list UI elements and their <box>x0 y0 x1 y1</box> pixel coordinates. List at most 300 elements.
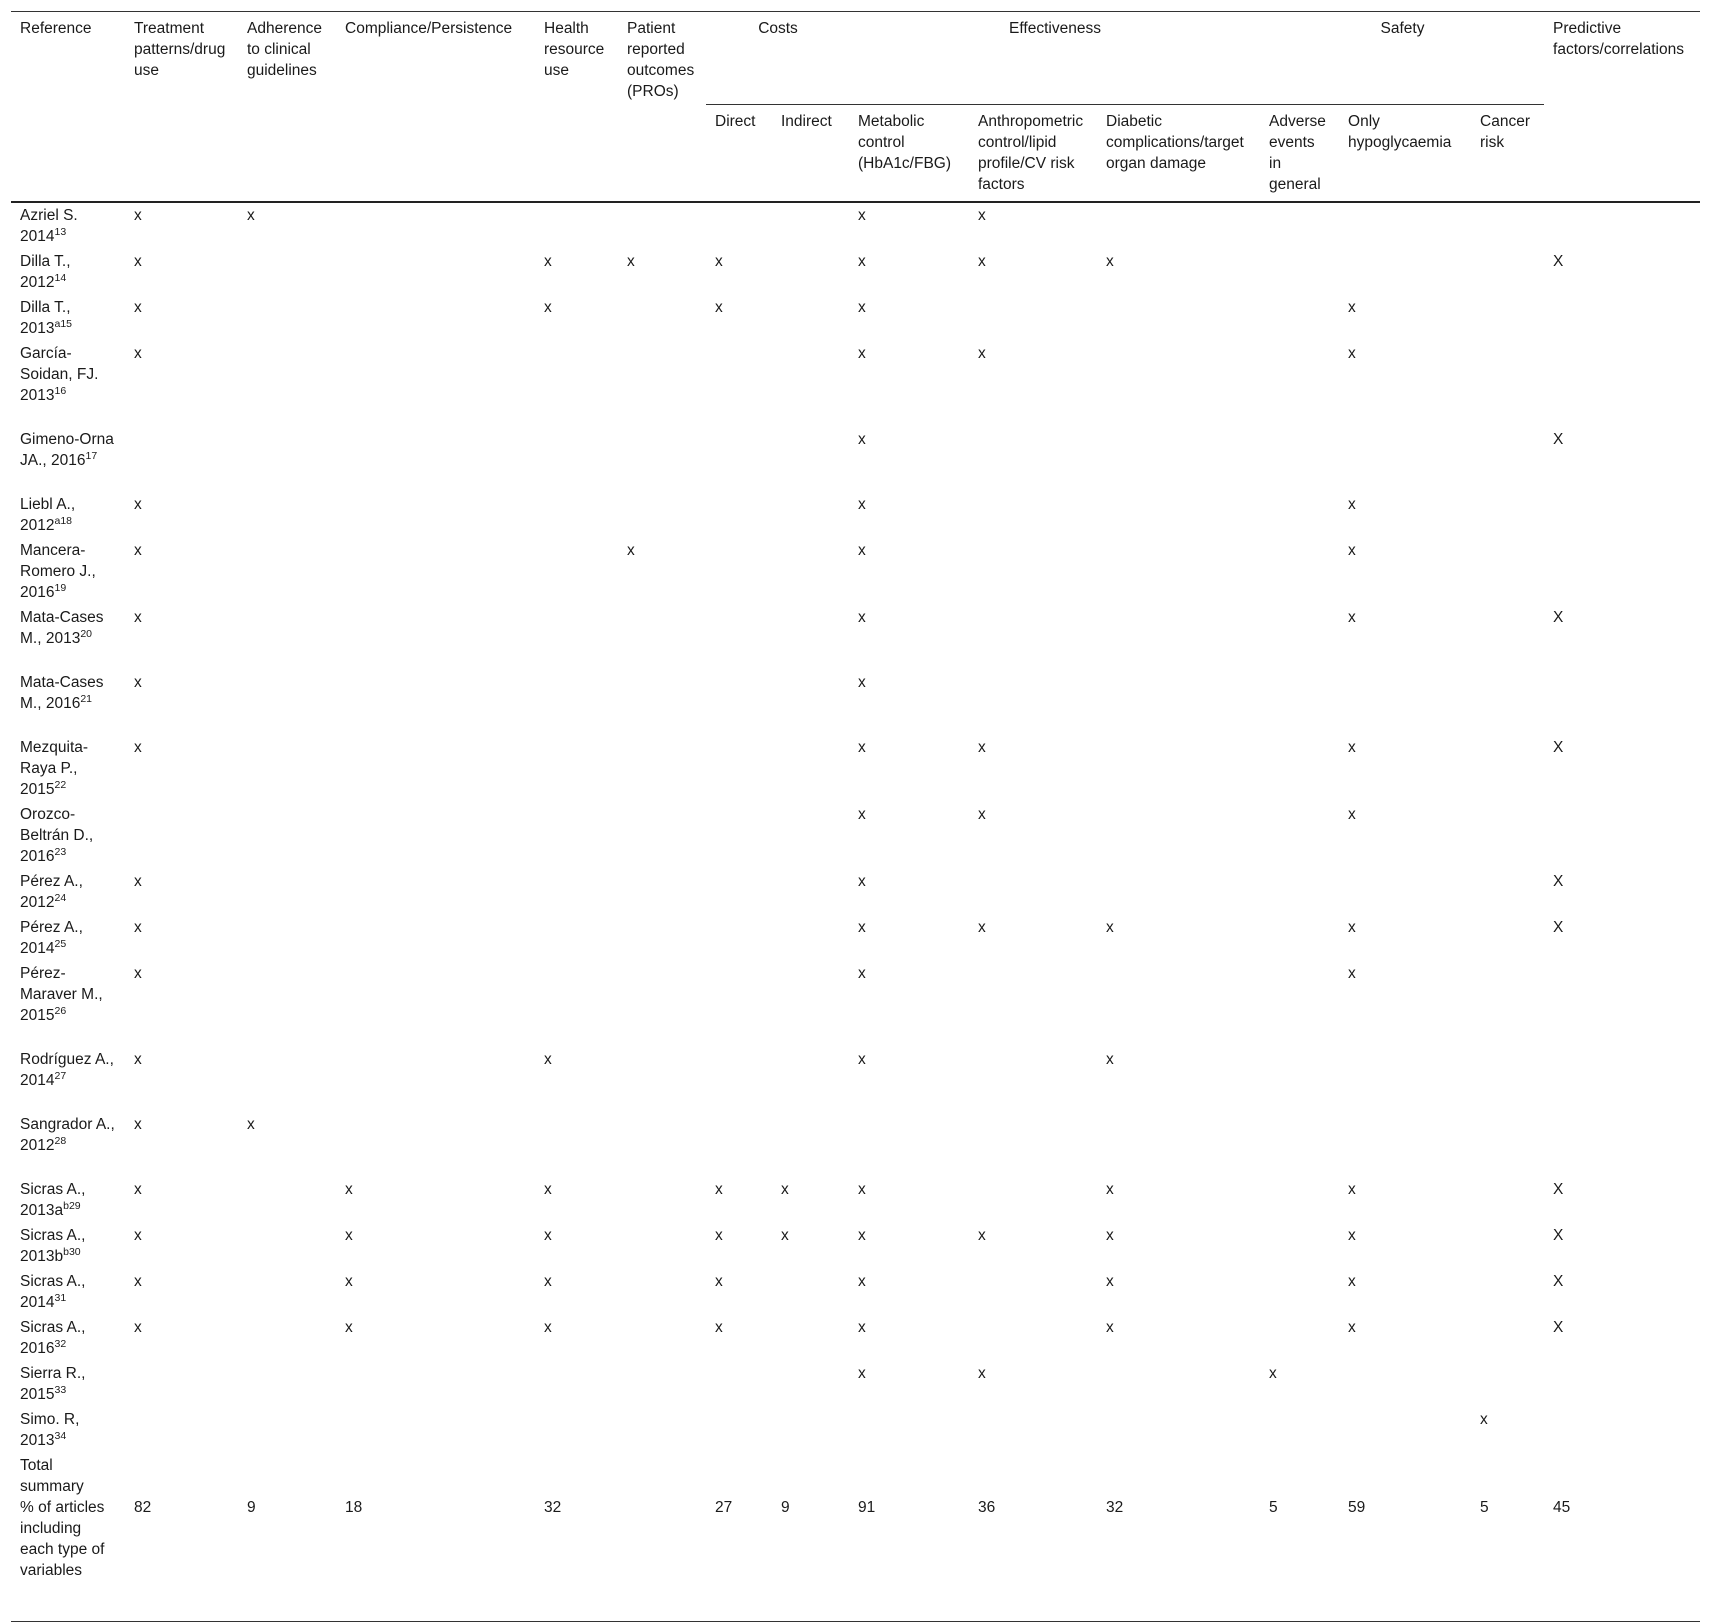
cell-indirect <box>772 1315 849 1361</box>
table-row <box>11 202 1700 249</box>
cell-adherence <box>238 802 336 869</box>
reference-text: Liebl A., 2012 <box>20 496 76 534</box>
cell-diabetic <box>1097 961 1260 1047</box>
cell-cancer <box>1471 538 1544 605</box>
cell-diabetic <box>1097 802 1260 869</box>
reference-citation: 14 <box>54 271 67 284</box>
cell-diabetic <box>1097 605 1260 670</box>
cell-predictive <box>1544 802 1700 869</box>
cell-indirect <box>772 670 849 735</box>
cell-anthropometric <box>969 1177 1097 1223</box>
cell-compliance <box>336 605 535 670</box>
cell-indirect <box>772 735 849 802</box>
cell-anthropometric: x <box>978 207 986 224</box>
table-row <box>11 1223 1700 1269</box>
reference-citation: 31 <box>54 1291 67 1304</box>
table-row <box>11 1407 1700 1453</box>
cell-adverse <box>1260 538 1339 605</box>
cell-adverse <box>1260 1315 1339 1361</box>
cell-predictive <box>1544 295 1700 341</box>
cell-predictive: X <box>1553 1273 1564 1290</box>
cell-health-resource <box>535 492 618 538</box>
table-row <box>11 605 1700 670</box>
cell-metabolic: x <box>858 1227 866 1244</box>
cell-cancer <box>1471 1112 1544 1177</box>
cell-predictive <box>1544 961 1700 1047</box>
reference-citation: 17 <box>85 449 98 462</box>
cell-predictive <box>1544 670 1700 735</box>
table-row <box>11 915 1700 961</box>
reference-citation: 34 <box>54 1429 67 1442</box>
cell-metabolic: x <box>858 919 866 936</box>
cell-adverse <box>1260 249 1339 295</box>
cell-anthropometric <box>969 1047 1097 1112</box>
cell-metabolic <box>849 1407 969 1453</box>
reference-text: Mezquita-Raya P., 2015 <box>20 739 89 798</box>
cell-indirect <box>772 1047 849 1112</box>
reference-citation: 28 <box>54 1134 67 1147</box>
cell-treatment: x <box>134 609 142 626</box>
cell-compliance <box>336 1407 535 1453</box>
reference-citation: b30 <box>63 1245 81 1258</box>
cell-adherence <box>238 605 336 670</box>
cell-compliance <box>336 538 535 605</box>
cell-diabetic <box>1097 202 1260 249</box>
cell-direct <box>706 202 772 249</box>
cell-hypoglycaemia: x <box>1348 299 1356 316</box>
cell-hypoglycaemia: x <box>1348 1319 1356 1336</box>
reference-cell <box>11 869 125 915</box>
cell-indirect <box>772 869 849 915</box>
cell-compliance <box>336 341 535 427</box>
table-row <box>11 1177 1700 1223</box>
reference-cell <box>11 538 125 605</box>
cell-indirect <box>772 802 849 869</box>
cell-cancer <box>1471 295 1544 341</box>
table-row <box>11 1269 1700 1315</box>
cell-metabolic: x <box>858 1051 866 1068</box>
cell-diabetic: x <box>1106 1319 1114 1336</box>
cell-adherence <box>238 869 336 915</box>
cell-treatment: x <box>134 1227 142 1244</box>
cell-anthropometric: x <box>978 253 986 270</box>
cell-metabolic: x <box>858 1365 866 1382</box>
cell-anthropometric <box>969 427 1097 492</box>
cell-compliance <box>336 202 535 249</box>
cell-indirect <box>772 1361 849 1407</box>
reference-cell <box>11 202 125 249</box>
cell-diabetic: x <box>1106 1227 1114 1244</box>
cell-pros <box>618 341 706 427</box>
cell-indirect <box>772 341 849 427</box>
cell-direct <box>706 802 772 869</box>
cell-adherence <box>238 670 336 735</box>
cell-treatment: x <box>134 1051 142 1068</box>
cell-compliance: x <box>345 1319 353 1336</box>
cell-predictive <box>1544 1361 1700 1407</box>
cell-cancer <box>1471 341 1544 427</box>
cell-indirect <box>772 1407 849 1453</box>
cell-compliance <box>336 249 535 295</box>
cell-indirect <box>772 605 849 670</box>
cell-direct <box>706 427 772 492</box>
cell-hypoglycaemia <box>1339 1112 1471 1177</box>
cell-adverse <box>1260 1269 1339 1315</box>
header-diabetic: Diabetic complications/target organ damage <box>1097 105 1260 203</box>
cell-predictive <box>1544 1407 1700 1453</box>
cell-pros <box>618 1361 706 1407</box>
cell-predictive: X <box>1553 253 1564 270</box>
cell-treatment: x <box>134 1273 142 1290</box>
reference-text: Sicras A., 2014 <box>20 1273 86 1311</box>
studies-variables-table <box>11 11 1700 1622</box>
cell-cancer <box>1471 1361 1544 1407</box>
table-row <box>11 249 1700 295</box>
cell-adverse <box>1260 735 1339 802</box>
reference-text: Dilla T., 2012 <box>20 253 71 291</box>
cell-cancer <box>1471 1047 1544 1112</box>
cell-hypoglycaemia: x <box>1348 919 1356 936</box>
reference-cell <box>11 1047 125 1112</box>
summary-label-cell <box>11 1453 125 1621</box>
summary-predictive: 45 <box>1544 1453 1700 1621</box>
cell-diabetic <box>1097 1112 1260 1177</box>
cell-adherence <box>238 1047 336 1112</box>
summary-adverse: 5 <box>1260 1453 1339 1621</box>
cell-metabolic: x <box>858 965 866 982</box>
table-row <box>11 492 1700 538</box>
cell-compliance <box>336 802 535 869</box>
header-metabolic: Metabolic control (HbA1c/FBG) <box>849 105 969 203</box>
reference-cell <box>11 1269 125 1315</box>
cell-predictive: X <box>1553 1227 1564 1244</box>
cell-anthropometric <box>969 1269 1097 1315</box>
summary-pros <box>618 1453 706 1621</box>
cell-predictive: X <box>1553 739 1564 756</box>
reference-citation: 26 <box>54 1004 67 1017</box>
cell-metabolic: x <box>858 207 866 224</box>
cell-predictive: X <box>1553 919 1564 936</box>
cell-health-resource <box>535 869 618 915</box>
cell-diabetic <box>1097 869 1260 915</box>
header-pros: Patient reported outcomes (PROs) <box>618 12 706 203</box>
cell-adverse <box>1260 961 1339 1047</box>
cell-predictive: X <box>1553 609 1564 626</box>
reference-text: Gimeno-Orna JA., 2016 <box>20 431 114 469</box>
cell-health-resource <box>535 341 618 427</box>
summary-health-resource: 32 <box>535 1453 618 1621</box>
cell-anthropometric <box>969 295 1097 341</box>
header-indirect: Indirect <box>772 105 849 203</box>
cell-indirect <box>772 249 849 295</box>
reference-text: Pérez A., 2012 <box>20 873 83 911</box>
reference-cell <box>11 915 125 961</box>
cell-predictive: X <box>1553 873 1564 890</box>
cell-pros <box>618 961 706 1047</box>
table-row <box>11 1315 1700 1361</box>
cell-metabolic: x <box>858 345 866 362</box>
cell-adverse <box>1260 915 1339 961</box>
cell-diabetic <box>1097 670 1260 735</box>
cell-hypoglycaemia <box>1339 1361 1471 1407</box>
cell-hypoglycaemia: x <box>1348 542 1356 559</box>
cell-anthropometric: x <box>978 919 986 936</box>
cell-diabetic: x <box>1106 1273 1114 1290</box>
cell-treatment: x <box>134 873 142 890</box>
cell-direct <box>706 1407 772 1453</box>
cell-predictive: X <box>1553 431 1564 448</box>
cell-treatment: x <box>134 1319 142 1336</box>
header-health-resource: Health resource use <box>535 12 618 203</box>
cell-hypoglycaemia <box>1339 1047 1471 1112</box>
cell-metabolic <box>849 1112 969 1177</box>
reference-citation: b29 <box>63 1199 81 1212</box>
table-row <box>11 538 1700 605</box>
reference-citation: 20 <box>80 627 92 640</box>
header-treatment: Treatment patterns/drug use <box>125 12 238 203</box>
cell-hypoglycaemia: x <box>1348 1273 1356 1290</box>
cell-metabolic: x <box>858 1181 866 1198</box>
reference-text: Mancera-Romero J., 2016 <box>20 542 96 601</box>
cell-indirect <box>772 1112 849 1177</box>
reference-cell <box>11 1223 125 1269</box>
cell-diabetic <box>1097 427 1260 492</box>
cell-pros <box>618 670 706 735</box>
cell-direct <box>706 492 772 538</box>
cell-compliance <box>336 1112 535 1177</box>
cell-health-resource: x <box>544 1051 552 1068</box>
reference-citation: 27 <box>54 1069 67 1082</box>
reference-text: Mata-Cases M., 2016 <box>20 674 104 712</box>
reference-text: Sicras A., 2013b <box>20 1227 86 1265</box>
table-row <box>11 1361 1700 1407</box>
cell-anthropometric <box>969 492 1097 538</box>
cell-anthropometric: x <box>978 1365 986 1382</box>
summary-label: % of articles including each type of variables <box>20 1499 105 1579</box>
table-row <box>11 735 1700 802</box>
cell-health-resource: x <box>544 299 552 316</box>
table-body <box>11 202 1700 1621</box>
reference-citation: a15 <box>54 317 73 330</box>
cell-direct <box>706 605 772 670</box>
cell-adverse <box>1260 1407 1339 1453</box>
header-anthropometric: Anthropometric control/lipid profile/CV risk factors <box>969 105 1097 203</box>
header-reference: Reference <box>11 12 125 203</box>
cell-cancer <box>1471 1223 1544 1269</box>
cell-predictive <box>1544 538 1700 605</box>
table-row <box>11 869 1700 915</box>
cell-pros <box>618 1177 706 1223</box>
cell-health-resource <box>535 1407 618 1453</box>
reference-text: García-Soidan, FJ. 2013 <box>20 345 99 404</box>
cell-pros <box>618 1112 706 1177</box>
summary-direct: 27 <box>706 1453 772 1621</box>
reference-cell <box>11 295 125 341</box>
header-group-effectiveness: Effectiveness <box>849 12 1260 105</box>
cell-compliance <box>336 1047 535 1112</box>
cell-treatment <box>125 1407 238 1453</box>
cell-diabetic <box>1097 735 1260 802</box>
cell-anthropometric <box>969 961 1097 1047</box>
cell-direct: x <box>715 1227 723 1244</box>
reference-citation: 32 <box>54 1337 67 1350</box>
cell-predictive <box>1544 202 1700 249</box>
cell-pros <box>618 1223 706 1269</box>
reference-citation: a18 <box>54 514 73 527</box>
cell-compliance <box>336 295 535 341</box>
cell-adherence <box>238 341 336 427</box>
reference-citation: 13 <box>54 225 67 238</box>
cell-hypoglycaemia: x <box>1348 739 1356 756</box>
cell-hypoglycaemia <box>1339 249 1471 295</box>
summary-treatment: 82 <box>125 1453 238 1621</box>
cell-predictive <box>1544 341 1700 427</box>
cell-health-resource <box>535 605 618 670</box>
cell-treatment: x <box>134 345 142 362</box>
header-adherence: Adherence to clinical guidelines <box>238 12 336 203</box>
cell-cancer <box>1471 670 1544 735</box>
cell-health-resource <box>535 961 618 1047</box>
cell-pros <box>618 1269 706 1315</box>
cell-diabetic <box>1097 1361 1260 1407</box>
reference-text: Sangrador A., 2012 <box>20 1116 115 1154</box>
reference-cell <box>11 1112 125 1177</box>
cell-adherence <box>238 1177 336 1223</box>
cell-treatment: x <box>134 674 142 691</box>
cell-hypoglycaemia: x <box>1348 806 1356 823</box>
header-adverse: Adverse events in general <box>1260 105 1339 203</box>
cell-adherence <box>238 735 336 802</box>
cell-adverse <box>1260 1223 1339 1269</box>
cell-adverse <box>1260 802 1339 869</box>
cell-adherence <box>238 1407 336 1453</box>
cell-direct: x <box>715 1181 723 1198</box>
cell-treatment: x <box>134 965 142 982</box>
reference-citation: 21 <box>80 692 92 705</box>
cell-indirect <box>772 915 849 961</box>
cell-treatment: x <box>134 496 142 513</box>
summary-title: Total summary <box>20 1457 84 1495</box>
cell-adherence: x <box>247 207 255 224</box>
header-group-safety: Safety <box>1260 12 1544 105</box>
summary-anthropometric: 36 <box>969 1453 1097 1621</box>
cell-cancer <box>1471 1315 1544 1361</box>
reference-text: Pérez-Maraver M., 2015 <box>20 965 103 1024</box>
cell-cancer <box>1471 802 1544 869</box>
cell-adverse <box>1260 1047 1339 1112</box>
cell-health-resource: x <box>544 1227 552 1244</box>
cell-pros <box>618 605 706 670</box>
cell-predictive: X <box>1553 1181 1564 1198</box>
cell-adverse <box>1260 492 1339 538</box>
cell-diabetic: x <box>1106 1181 1114 1198</box>
cell-cancer <box>1471 202 1544 249</box>
cell-adherence: x <box>247 1116 255 1133</box>
cell-treatment: x <box>134 542 142 559</box>
cell-health-resource <box>535 670 618 735</box>
cell-direct <box>706 1361 772 1407</box>
cell-indirect <box>772 295 849 341</box>
cell-direct <box>706 961 772 1047</box>
reference-text: Pérez A., 2014 <box>20 919 83 957</box>
cell-direct: x <box>715 1273 723 1290</box>
cell-adverse <box>1260 869 1339 915</box>
cell-indirect <box>772 492 849 538</box>
cell-cancer <box>1471 869 1544 915</box>
cell-compliance <box>336 869 535 915</box>
cell-direct: x <box>715 1319 723 1336</box>
cell-compliance <box>336 492 535 538</box>
summary-hypoglycaemia: 59 <box>1339 1453 1471 1621</box>
cell-cancer <box>1471 249 1544 295</box>
reference-citation: 16 <box>54 384 67 397</box>
cell-hypoglycaemia <box>1339 202 1471 249</box>
cell-cancer <box>1471 492 1544 538</box>
cell-pros <box>618 915 706 961</box>
cell-predictive <box>1544 492 1700 538</box>
reference-text: Simo. R, 2013 <box>20 1411 80 1449</box>
summary-adherence: 9 <box>238 1453 336 1621</box>
cell-compliance <box>336 735 535 802</box>
cell-adverse <box>1260 605 1339 670</box>
cell-indirect: x <box>781 1181 789 1198</box>
cell-anthropometric <box>969 605 1097 670</box>
cell-cancer <box>1471 427 1544 492</box>
reference-text: Rodríguez A., 2014 <box>20 1051 114 1089</box>
header-direct: Direct <box>706 105 772 203</box>
cell-treatment <box>125 802 238 869</box>
cell-health-resource <box>535 915 618 961</box>
cell-cancer <box>1471 605 1544 670</box>
reference-cell <box>11 427 125 492</box>
cell-adverse <box>1260 1112 1339 1177</box>
cell-health-resource <box>535 802 618 869</box>
cell-compliance <box>336 961 535 1047</box>
cell-pros <box>618 295 706 341</box>
cell-hypoglycaemia <box>1339 670 1471 735</box>
cell-treatment: x <box>134 299 142 316</box>
reference-cell <box>11 1407 125 1453</box>
cell-adherence <box>238 295 336 341</box>
cell-diabetic: x <box>1106 1051 1114 1068</box>
cell-direct <box>706 869 772 915</box>
table-row <box>11 670 1700 735</box>
cell-predictive <box>1544 1112 1700 1177</box>
cell-compliance: x <box>345 1273 353 1290</box>
cell-cancer: x <box>1480 1411 1488 1428</box>
cell-pros <box>618 427 706 492</box>
cell-direct <box>706 1112 772 1177</box>
cell-compliance <box>336 915 535 961</box>
reference-cell <box>11 605 125 670</box>
reference-citation: 22 <box>54 778 67 791</box>
cell-indirect <box>772 1269 849 1315</box>
cell-hypoglycaemia <box>1339 427 1471 492</box>
reference-cell <box>11 735 125 802</box>
cell-cancer <box>1471 735 1544 802</box>
cell-adherence <box>238 1361 336 1407</box>
cell-diabetic <box>1097 341 1260 427</box>
reference-cell <box>11 1177 125 1223</box>
cell-adverse <box>1260 295 1339 341</box>
cell-hypoglycaemia <box>1339 869 1471 915</box>
table-row <box>11 802 1700 869</box>
header-predictive: Predictive factors/correlations <box>1544 12 1700 203</box>
cell-indirect <box>772 961 849 1047</box>
cell-adverse: x <box>1269 1365 1277 1382</box>
cell-treatment <box>125 1361 238 1407</box>
table-row <box>11 961 1700 1047</box>
